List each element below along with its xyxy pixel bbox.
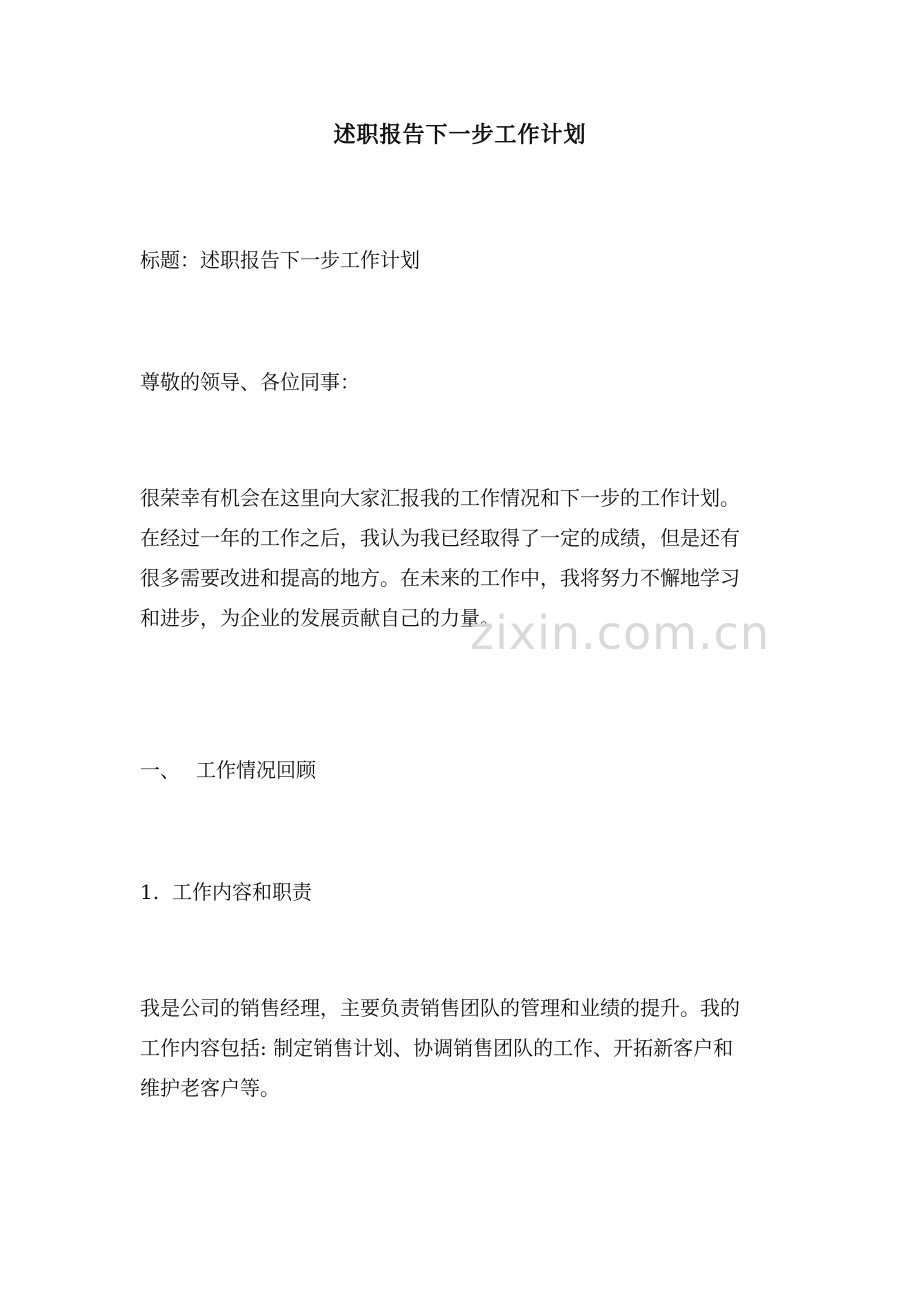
intro-line: 在经过一年的工作之后，我认为我已经取得了一定的成绩，但是还有: [140, 526, 740, 550]
section-title: 工作情况回顾: [196, 758, 316, 782]
subsection-title: 工作内容和职责: [172, 880, 312, 904]
salutation: 尊敬的领导、各位同事：: [140, 370, 360, 394]
subject-line: 标题：述职报告下一步工作计划: [140, 248, 420, 272]
watermark: zixin.com.cn: [470, 606, 771, 660]
subsection-number: 1.: [140, 880, 160, 904]
section-heading: [140, 754, 316, 783]
subsection-heading: [140, 876, 312, 905]
duty-line: 工作内容包括: 制定销售计划、协调销售团队的工作、开拓新客户和: [140, 1036, 734, 1060]
intro-paragraph: [140, 478, 800, 638]
intro-line: 很多需要改进和提高的地方。在未来的工作中，我将努力不懈地学习: [140, 566, 740, 590]
section-number: 一、: [140, 758, 180, 782]
duty-line: 我是公司的销售经理，主要负责销售团队的管理和业绩的提升。我的: [140, 996, 740, 1020]
duty-paragraph: [140, 988, 800, 1108]
document-title: 述职报告下一步工作计划: [333, 122, 587, 148]
intro-line: 和进步，为企业的发展贡献自己的力量。: [140, 606, 500, 630]
duty-line: 维护老客户等。: [140, 1076, 280, 1100]
intro-line: 很荣幸有机会在这里向大家汇报我的工作情况和下一步的工作计划。: [140, 486, 740, 510]
